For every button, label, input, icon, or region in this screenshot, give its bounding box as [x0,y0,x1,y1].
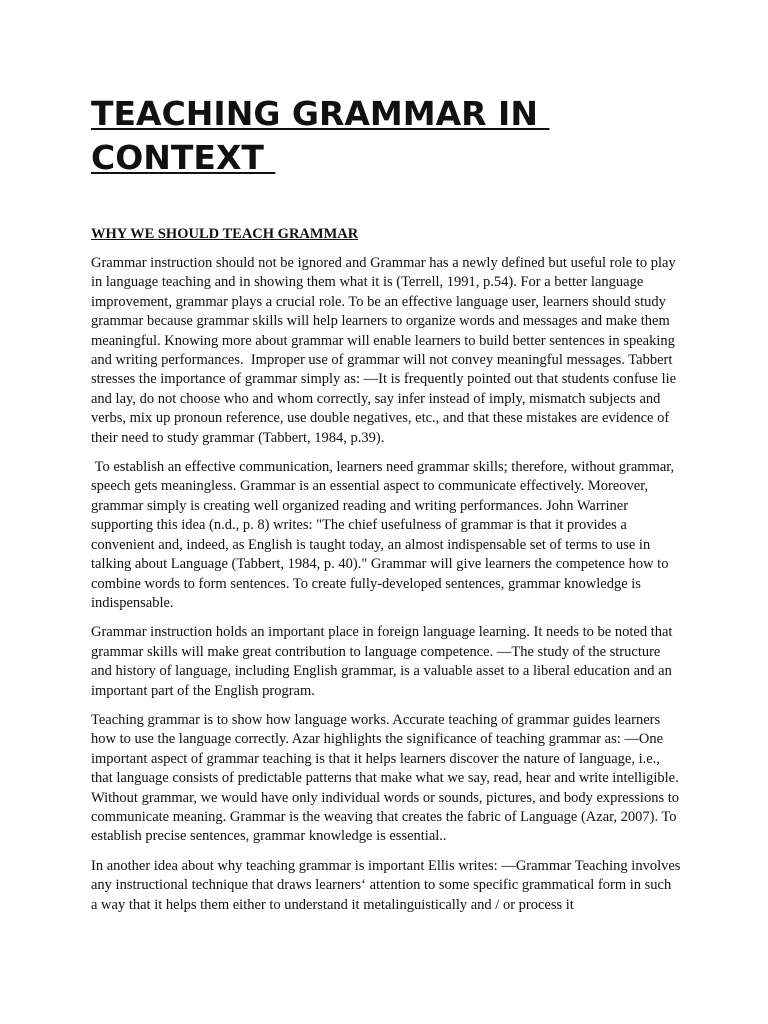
paragraph-5: In another idea about why teaching grammar is important Ellis writes: —Grammar Teaching involves any instructional technique that draws learners‘ attention to some specific grammatical form in such a way that it helps them either to understand it metalinguistically and / or process it [91,857,685,913]
title-line-1: TEACHING GRAMMAR IN [91,94,550,133]
paragraph-4: Teaching grammar is to show how language works. Accurate teaching of grammar guides learners how to use the language correctly. Azar highlights the significance of teaching grammar as: —One important aspect of grammar teaching is that it helps learners discover the nature of language, i.e., that language consists of predictable patterns that make what we say, read, hear and write intelligible. Without grammar, we would have only individual words or sounds, pictures, and body expressions to communicate meaning. Grammar is the weaving that creates the fabric of Language (Azar, 2007). To establish precise sentences, grammar knowledge is essential.. [91,711,683,845]
title-line-2: CONTEXT [91,138,276,177]
paragraph-1: Grammar instruction should not be ignored and Grammar has a newly defined but useful role to play in language teaching and in showing them what it is (Terrell, 1991, p.54). For a better language improvement, grammar plays a crucial role. To be an effective language user, learners should study grammar because grammar skills will help learners to organize words and messages and make them meaningful. Knowing more about grammar will enable learners to build better sentences in speaking and writing performances. Improper use of grammar will not convey meaningful messages. Tabbert stresses the importance of grammar simply as: —It is frequently pointed out that students confuse lie and lay, do not choose who and whom correctly, say infer instead of imply, mismatch subjects and verbs, mix up pronoun reference, use double negatives, etc., and that these mistakes are evidence of their need to study grammar (Tabbert, 1984, p.39). [91,255,680,446]
paragraph-3: Grammar instruction holds an important place in foreign language learning. It needs to be noted that grammar skills will make great contribution to language competence. —The study of the structure and history of language, including English grammar, is a valuable asset to a liberal education and an important part of the English program. [91,624,677,699]
document-page [91,92,685,925]
section-heading: WHY WE SHOULD TEACH GRAMMAR [91,226,359,242]
page-title [91,92,681,180]
paragraph-2: To establish an effective communication, learners need grammar skills; therefore, without grammar, speech gets meaningless. Grammar is an essential aspect to communicate effectively. Moreover, grammar simply is creating well organized reading and writing performances. John Warriner supporting this idea (n.d., p. 8) writes: "The chief usefulness of grammar is that it provides a convenient and, indeed, as English is taught today, an almost indispensable set of terms to use in talking about Language (Tabbert, 1984, p. 40)." Grammar will give learners the competence how to combine words to form sentences. To create fully-developed sentences, grammar knowledge is indispensable. [91,459,678,611]
